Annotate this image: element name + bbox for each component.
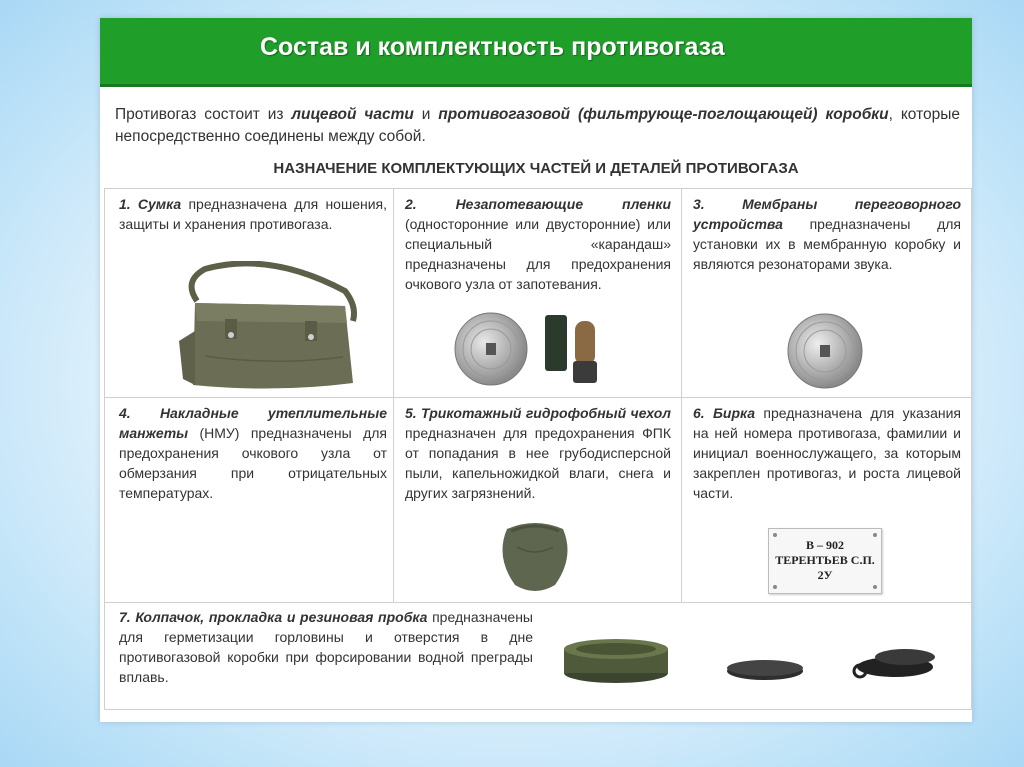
- item-tag-title: 6. Бирка: [693, 405, 756, 421]
- item-cover-title: 5. Трикотажный гидрофобный чехол: [405, 405, 671, 421]
- header-bar: [100, 18, 972, 87]
- name-tag-image: [768, 528, 882, 594]
- item-films-title: 2. Незапотевающие пленки: [405, 196, 671, 212]
- item-bag-title: 1. Сумка: [119, 196, 182, 212]
- item-membranes-text: предназначены для установки их в мембранную коробку и являются резонаторами звука.: [693, 216, 961, 272]
- item-cuffs-cell: [119, 403, 387, 503]
- tag-size: 2У: [817, 568, 833, 582]
- item-bag-cell: [119, 194, 387, 234]
- item-cap-text: предназначены для герметизации горловины и отверстия в дне противогазовой коробки при форсировании водной преграды вплавь.: [119, 609, 533, 685]
- intro-text-3: , которые непосредственно соединены между собой.: [115, 106, 960, 145]
- anti-fog-films-image: [453, 311, 613, 397]
- tag-number: В – 902: [805, 538, 844, 552]
- item-tag-cell: [693, 403, 961, 503]
- intro-filter-box: противогазовой (фильтрующе-поглощающей) коробки: [438, 106, 889, 123]
- item-tag-text: предназначена для указания на ней номера противогаза, фамилии и инициал военнослужащего, за которым закреплен противогаз, и роста лицевой части.: [693, 405, 961, 501]
- item-cover-cell: [405, 403, 671, 503]
- item-bag-text: предназначена для ношения, защиты и хранения противогаза.: [119, 196, 387, 232]
- section-heading: НАЗНАЧЕНИЕ КОМПЛЕКТУЮЩИХ ЧАСТЕЙ И ДЕТАЛЕЙ ПРОТИВОГАЗА: [273, 160, 799, 177]
- intro-face-part: лицевой части: [291, 106, 414, 123]
- item-membranes-cell: [693, 194, 961, 274]
- hydrophobic-cover-image: [495, 517, 575, 597]
- intro-paragraph: [115, 104, 960, 148]
- item-cuffs-text: (НМУ) предназначены для предохранения очкового узла от обмерзания при отрицательных температурах.: [119, 425, 387, 501]
- page-title: Состав и комплектность противогаза: [260, 33, 725, 61]
- item-membranes-title: 3. Мембраны переговорного устройства: [693, 196, 961, 232]
- tag-name: ТЕРЕНТЬЕВ С.П.: [775, 553, 875, 567]
- intro-text-1: Противогаз состоит из: [115, 106, 292, 123]
- slide: [100, 18, 972, 722]
- components-table: [104, 188, 972, 710]
- item-cap-cell: [119, 607, 533, 687]
- bag-image: [175, 261, 365, 391]
- membrane-image: [785, 311, 865, 391]
- intro-text-2: и: [413, 106, 439, 123]
- item-films-text: (односторонние или двусторонние) или специальный «карандаш» предназначены для предохранения очкового узла от запотевания.: [405, 216, 671, 292]
- item-films-cell: [405, 194, 671, 294]
- item-cap-title: 7. Колпачок, прокладка и резиновая пробка: [119, 609, 428, 625]
- item-cover-text: предназначен для предохранения ФПК от попадания в нее грубодисперсной пыли, капельножидкой влаги, снега и других загрязнений.: [405, 425, 671, 501]
- cap-gasket-plug-image: [560, 629, 950, 689]
- item-cuffs-title: 4. Накладные утеплительные манжеты: [119, 405, 387, 441]
